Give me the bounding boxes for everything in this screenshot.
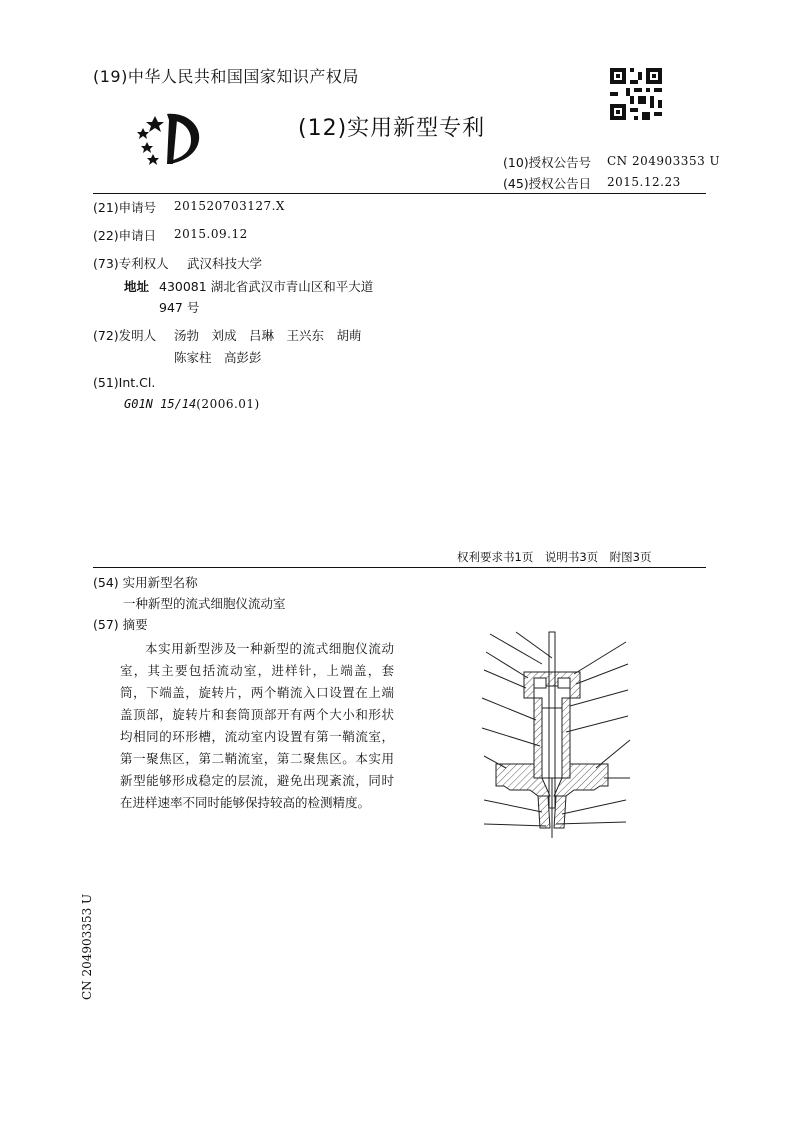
intcl-label: (51)Int.Cl. <box>93 375 156 390</box>
qr-code-icon[interactable] <box>610 68 662 120</box>
app-date-label: (22)申请日 <box>93 228 157 243</box>
inventors-label: (72)发明人 <box>93 328 157 343</box>
holder-label: (73)专利权人 <box>93 256 169 271</box>
app-date: 2015.09.12 <box>174 227 248 241</box>
flow-chamber-drawing <box>476 628 646 838</box>
holder: 武汉科技大学 <box>187 256 263 271</box>
address-line2: 947 号 <box>159 300 200 315</box>
document-type: (12)实用新型专利 <box>298 116 486 141</box>
page-counts: 权利要求书1页 说明书3页 附图3页 <box>457 550 652 564</box>
abstract-label: (57) 摘要 <box>93 617 148 632</box>
inventors-line2: 陈家柱 高彭彭 <box>174 350 262 365</box>
pub-date: 2015.12.23 <box>607 175 681 189</box>
header-rule <box>93 193 706 194</box>
app-no: 201520703127.X <box>174 199 285 213</box>
side-publication-number: CN 204903353 U <box>80 893 94 1000</box>
inventors-line1: 汤勃 刘成 吕琳 王兴东 胡萌 <box>174 328 362 343</box>
title-label: (54) 实用新型名称 <box>93 575 198 590</box>
address-line1: 430081 湖北省武汉市青山区和平大道 <box>159 279 374 294</box>
cnipa-logo <box>133 110 205 168</box>
pub-date-label: (45)授权公告日 <box>503 176 592 191</box>
app-no-label: (21)申请号 <box>93 200 157 215</box>
abstract-text: 本实用新型涉及一种新型的流式细胞仪流动室，其主要包括流动室，进样针，上端盖，套筒，下端盖，旋转片，两个鞘流入口设置在上端盖顶部，旋转片和套筒顶部开有两个大小和形状均相同的环形槽，流动室内设置有第一鞘流室，第一聚焦区，第二鞘流室，第二聚焦区。本实用新型能够形成稳定的层流，避免出现紊流，同时在进样速率不同时能够保持较高的检测精度。 <box>120 641 394 810</box>
address-label: 地址 <box>124 279 150 294</box>
utility-model-title: 一种新型的流式细胞仪流动室 <box>123 596 286 611</box>
section-rule <box>93 567 706 568</box>
intcl-class: G01N 15/14 <box>124 397 197 411</box>
intcl-entry <box>124 397 260 411</box>
pub-no-label: (10)授权公告号 <box>503 155 592 170</box>
intcl-date: (2006.01) <box>196 397 260 411</box>
pub-no: CN 204903353 U <box>607 154 721 168</box>
office-name: (19)中华人民共和国国家知识产权局 <box>93 67 359 86</box>
